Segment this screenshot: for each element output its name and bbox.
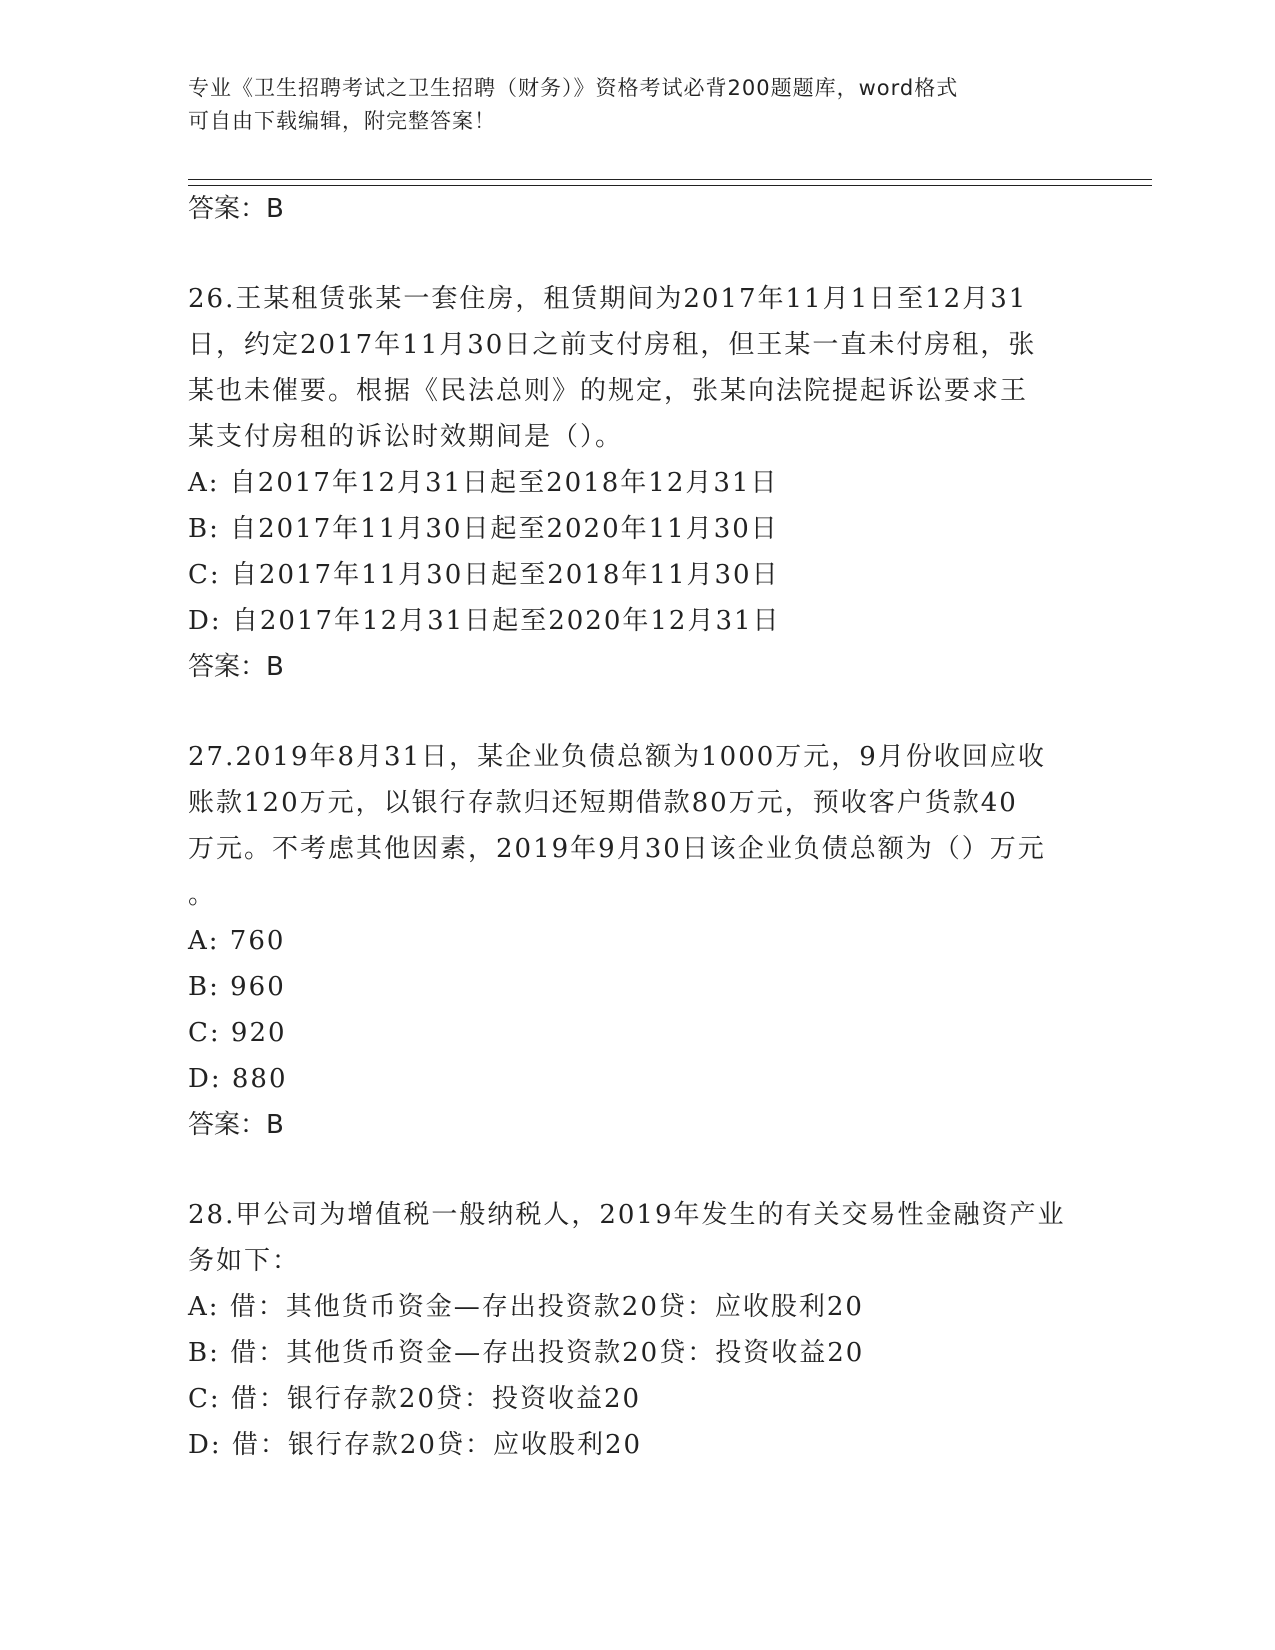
option-d: D: 自2017年12月31日起至2020年12月31日 bbox=[188, 606, 781, 636]
question-text-line: 某支付房租的诉讼时效期间是（）。 bbox=[188, 422, 624, 452]
question-28 bbox=[188, 1192, 1088, 1468]
question-text-line: 万元。不考虑其他因素，2019年9月30日该企业负债总额为（）万元 bbox=[188, 834, 1046, 864]
option-c: C: 借：银行存款20贷：投资收益20 bbox=[188, 1384, 642, 1414]
question-text-line: 务如下： bbox=[188, 1246, 301, 1276]
header-line-2: 可自由下载编辑，附完整答案！ bbox=[188, 109, 496, 133]
header-rule-top bbox=[188, 179, 1152, 180]
option-a: A: 760 bbox=[188, 926, 286, 956]
question-text-line: 某也未催要。根据《民法总则》的规定，张某向法院提起诉讼要求王 bbox=[188, 376, 1029, 406]
answer: 答案：B bbox=[188, 1110, 284, 1140]
option-b: B: 借：其他货币资金—存出投资款20贷：投资收益20 bbox=[188, 1338, 865, 1368]
question-text-line: 。 bbox=[188, 880, 217, 910]
question-26 bbox=[188, 276, 1088, 690]
question-28-text bbox=[188, 1192, 1088, 1284]
document-header bbox=[188, 72, 1088, 138]
question-26-text bbox=[188, 276, 1088, 460]
option-d: D: 880 bbox=[188, 1064, 288, 1094]
question-27-text bbox=[188, 734, 1088, 918]
option-d: D: 借：银行存款20贷：应收股利20 bbox=[188, 1430, 643, 1460]
question-text-line: 26.王某租赁张某一套住房，租赁期间为2017年11月1日至12月31 bbox=[188, 284, 1028, 314]
previous-answer: 答案：B bbox=[188, 194, 284, 224]
option-c: C: 920 bbox=[188, 1018, 287, 1048]
option-a: A: 自2017年12月31日起至2018年12月31日 bbox=[188, 468, 779, 498]
question-27 bbox=[188, 734, 1088, 1148]
question-text-line: 27.2019年8月31日，某企业负债总额为1000万元，9月份收回应收 bbox=[188, 742, 1046, 772]
question-text-line: 日，约定2017年11月30日之前支付房租，但王某一直未付房租，张 bbox=[188, 330, 1037, 360]
document-body bbox=[188, 186, 1088, 1468]
answer: 答案：B bbox=[188, 652, 284, 682]
option-c: C: 自2017年11月30日起至2018年11月30日 bbox=[188, 560, 780, 590]
question-text-line: 28.甲公司为增值税一般纳税人，2019年发生的有关交易性金融资产业 bbox=[188, 1200, 1066, 1230]
question-text-line: 账款120万元，以银行存款归还短期借款80万元，预收客户货款40 bbox=[188, 788, 1018, 818]
option-b: B: 自2017年11月30日起至2020年11月30日 bbox=[188, 514, 779, 544]
option-b: B: 960 bbox=[188, 972, 286, 1002]
option-a: A: 借：其他货币资金—存出投资款20贷：应收股利20 bbox=[188, 1292, 864, 1322]
header-line-1: 专业《卫生招聘考试之卫生招聘（财务）》资格考试必背200题题库，word格式 bbox=[188, 76, 959, 100]
